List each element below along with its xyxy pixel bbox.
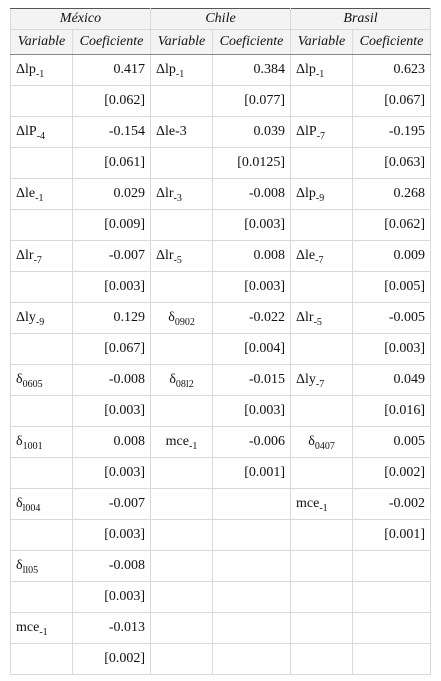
table-row-std-error <box>11 210 431 241</box>
coefficient-value: 0.009 <box>353 241 431 272</box>
variable-subscript: l004 <box>22 503 41 514</box>
table-row-std-error <box>11 458 431 489</box>
column-header-coeficiente: Coeficiente <box>353 30 431 55</box>
standard-error-value: [0.061] <box>73 148 151 179</box>
standard-error-value: [0.003] <box>73 458 151 489</box>
coefficient-value: 0.623 <box>353 55 431 86</box>
empty-cell <box>291 272 353 303</box>
standard-error-value: [0.009] <box>73 210 151 241</box>
empty-cell <box>11 458 73 489</box>
variable-name: Δlp <box>296 62 316 77</box>
coefficient-value: 0.417 <box>73 55 151 86</box>
variable-cell <box>151 489 213 520</box>
variable-subscript: -7 <box>33 255 42 266</box>
coefficient-value: -0.007 <box>73 241 151 272</box>
table-row <box>11 117 431 148</box>
standard-error-value <box>213 582 291 613</box>
empty-cell <box>151 582 213 613</box>
table-row <box>11 613 431 644</box>
variable-cell <box>291 117 353 148</box>
empty-cell <box>291 86 353 117</box>
column-header-coeficiente: Coeficiente <box>213 30 291 55</box>
standard-error-value: [0.063] <box>353 148 431 179</box>
coefficient-value: 0.384 <box>213 55 291 86</box>
variable-name: Δlr <box>156 248 174 263</box>
variable-subscript: -5 <box>173 255 182 266</box>
variable-cell <box>11 551 73 582</box>
standard-error-value: [0.003] <box>73 272 151 303</box>
variable-name: mce <box>296 496 320 511</box>
variable-name: Δly <box>296 372 316 387</box>
standard-error-value: [0.001] <box>213 458 291 489</box>
variable-subscript: -9 <box>315 193 325 204</box>
coefficient-value: 0.268 <box>353 179 431 210</box>
coefficient-value <box>353 613 431 644</box>
variable-cell <box>291 179 353 210</box>
variable-name: Δlp <box>16 62 36 77</box>
table-row-std-error <box>11 582 431 613</box>
variable-cell <box>11 427 73 458</box>
variable-subscript: ll05 <box>22 565 39 576</box>
coefficient-value <box>213 613 291 644</box>
empty-cell <box>11 148 73 179</box>
empty-cell <box>11 582 73 613</box>
empty-cell <box>151 396 213 427</box>
standard-error-value: [0.077] <box>213 86 291 117</box>
empty-cell <box>151 334 213 365</box>
variable-cell <box>11 241 73 272</box>
variable-subscript: -3 <box>173 193 182 204</box>
variable-name: Δlp <box>296 186 316 201</box>
standard-error-value: [0.002] <box>73 644 151 675</box>
variable-cell <box>291 365 353 396</box>
column-header-row <box>11 30 431 55</box>
regression-table-container <box>10 8 431 675</box>
variable-cell <box>291 489 353 520</box>
coefficient-value: -0.005 <box>353 303 431 334</box>
coefficient-value: 0.008 <box>73 427 151 458</box>
standard-error-value: [0.003] <box>213 272 291 303</box>
table-row <box>11 55 431 86</box>
table-row <box>11 179 431 210</box>
table-row-std-error <box>11 86 431 117</box>
country-header-row <box>11 9 431 30</box>
coefficient-value: 0.049 <box>353 365 431 396</box>
variable-cell <box>291 613 353 644</box>
coefficient-value: 0.039 <box>213 117 291 148</box>
coefficient-value: -0.195 <box>353 117 431 148</box>
standard-error-value: [0.016] <box>353 396 431 427</box>
variable-name: δ <box>16 372 23 387</box>
standard-error-value: [0.003] <box>213 396 291 427</box>
variable-name: Δle <box>16 186 36 201</box>
regression-table <box>10 8 431 675</box>
variable-cell <box>151 55 213 86</box>
column-header-variable: Variable <box>291 30 353 55</box>
variable-cell <box>151 551 213 582</box>
coefficient-value: 0.029 <box>73 179 151 210</box>
empty-cell <box>291 148 353 179</box>
empty-cell <box>11 396 73 427</box>
variable-name: δ <box>168 310 175 325</box>
variable-subscript: -7 <box>315 379 325 390</box>
table-row <box>11 303 431 334</box>
variable-cell <box>151 365 213 396</box>
coefficient-value: -0.007 <box>73 489 151 520</box>
empty-cell <box>151 644 213 675</box>
variable-name: δ <box>16 496 23 511</box>
variable-subscript: -7 <box>316 131 326 142</box>
variable-subscript: 0902 <box>174 317 195 328</box>
country-header-chile: Chile <box>151 9 291 30</box>
standard-error-value: [0.062] <box>73 86 151 117</box>
variable-cell <box>291 55 353 86</box>
variable-subscript: -5 <box>313 317 322 328</box>
standard-error-value: [0.062] <box>353 210 431 241</box>
variable-cell <box>11 613 73 644</box>
coefficient-value: -0.008 <box>73 365 151 396</box>
empty-cell <box>151 520 213 551</box>
variable-cell <box>291 551 353 582</box>
empty-cell <box>151 458 213 489</box>
column-header-variable: Variable <box>11 30 73 55</box>
variable-cell <box>151 303 213 334</box>
variable-name: δ <box>169 372 176 387</box>
variable-name: δ <box>308 434 315 449</box>
coefficient-value: -0.008 <box>73 551 151 582</box>
variable-subscript: -1 <box>39 627 48 638</box>
variable-cell <box>151 241 213 272</box>
coefficient-value: -0.006 <box>213 427 291 458</box>
variable-subscript: -9 <box>35 317 45 328</box>
column-header-coeficiente: Coeficiente <box>73 30 151 55</box>
variable-name: Δlr <box>296 310 314 325</box>
variable-cell <box>151 427 213 458</box>
variable-cell <box>11 489 73 520</box>
standard-error-value <box>353 644 431 675</box>
empty-cell <box>151 272 213 303</box>
empty-cell <box>11 644 73 675</box>
variable-name: mce <box>165 434 189 449</box>
standard-error-value: [0.003] <box>73 520 151 551</box>
coefficient-value <box>213 551 291 582</box>
table-row-std-error <box>11 520 431 551</box>
empty-cell <box>291 210 353 241</box>
variable-name: Δlr <box>156 186 174 201</box>
table-row <box>11 551 431 582</box>
variable-name: Δlp <box>156 62 176 77</box>
standard-error-value <box>213 520 291 551</box>
coefficient-value: -0.008 <box>213 179 291 210</box>
standard-error-value <box>213 644 291 675</box>
variable-name: δ <box>16 558 23 573</box>
empty-cell <box>151 148 213 179</box>
variable-subscript: -7 <box>315 255 324 266</box>
column-header-variable: Variable <box>151 30 213 55</box>
variable-name: Δle <box>296 248 316 263</box>
country-header-mexico: México <box>11 9 151 30</box>
empty-cell <box>291 644 353 675</box>
country-header-brasil: Brasil <box>291 9 431 30</box>
variable-cell <box>11 365 73 396</box>
variable-subscript: 0605 <box>22 379 43 390</box>
empty-cell <box>291 520 353 551</box>
variable-name: Δlr <box>16 248 34 263</box>
standard-error-value: [0.003] <box>353 334 431 365</box>
table-row-std-error <box>11 148 431 179</box>
variable-cell <box>11 117 73 148</box>
empty-cell <box>291 396 353 427</box>
variable-cell <box>291 427 353 458</box>
standard-error-value: [0.004] <box>213 334 291 365</box>
variable-subscript: 08l2 <box>175 379 194 390</box>
coefficient-value: 0.005 <box>353 427 431 458</box>
standard-error-value: [0.0125] <box>213 148 291 179</box>
table-row-std-error <box>11 334 431 365</box>
standard-error-value: [0.003] <box>73 582 151 613</box>
table-row <box>11 365 431 396</box>
standard-error-value: [0.005] <box>353 272 431 303</box>
variable-name: Δly <box>16 310 36 325</box>
coefficient-value: -0.013 <box>73 613 151 644</box>
standard-error-value: [0.001] <box>353 520 431 551</box>
standard-error-value <box>353 582 431 613</box>
variable-subscript: -4 <box>36 131 46 142</box>
variable-cell <box>11 179 73 210</box>
coefficient-value: -0.002 <box>353 489 431 520</box>
table-row-std-error <box>11 644 431 675</box>
variable-subscript: -1 <box>35 69 45 80</box>
variable-subscript: -1 <box>175 69 185 80</box>
variable-subscript: -1 <box>319 503 328 514</box>
variable-cell <box>11 303 73 334</box>
variable-subscript: -1 <box>189 441 198 452</box>
table-row <box>11 427 431 458</box>
empty-cell <box>151 86 213 117</box>
empty-cell <box>11 334 73 365</box>
coefficient-value: 0.008 <box>213 241 291 272</box>
variable-subscript: -1 <box>35 193 44 204</box>
variable-cell <box>291 241 353 272</box>
coefficient-value: -0.154 <box>73 117 151 148</box>
empty-cell <box>11 520 73 551</box>
empty-cell <box>291 582 353 613</box>
table-body <box>11 55 431 675</box>
variable-subscript: 0407 <box>314 441 335 452</box>
empty-cell <box>11 86 73 117</box>
empty-cell <box>11 210 73 241</box>
standard-error-value: [0.067] <box>73 334 151 365</box>
coefficient-value <box>353 551 431 582</box>
table-row <box>11 241 431 272</box>
variable-name: δ <box>16 434 23 449</box>
variable-cell <box>151 117 213 148</box>
variable-cell <box>11 55 73 86</box>
empty-cell <box>151 210 213 241</box>
variable-name: ΔlP <box>296 124 317 139</box>
variable-subscript: -1 <box>315 69 325 80</box>
variable-cell <box>151 179 213 210</box>
empty-cell <box>291 458 353 489</box>
table-row <box>11 489 431 520</box>
coefficient-value: -0.022 <box>213 303 291 334</box>
standard-error-value: [0.003] <box>213 210 291 241</box>
variable-cell <box>291 303 353 334</box>
standard-error-value: [0.067] <box>353 86 431 117</box>
variable-name: mce <box>16 620 40 635</box>
coefficient-value: 0.129 <box>73 303 151 334</box>
empty-cell <box>11 272 73 303</box>
empty-cell <box>291 334 353 365</box>
table-row-std-error <box>11 272 431 303</box>
variable-cell <box>151 613 213 644</box>
standard-error-value: [0.003] <box>73 396 151 427</box>
variable-name: ΔlP <box>16 124 37 139</box>
variable-subscript: 1001 <box>22 441 43 452</box>
table-row-std-error <box>11 396 431 427</box>
coefficient-value <box>213 489 291 520</box>
variable-name: Δle-3 <box>156 124 187 139</box>
standard-error-value: [0.002] <box>353 458 431 489</box>
coefficient-value: -0.015 <box>213 365 291 396</box>
